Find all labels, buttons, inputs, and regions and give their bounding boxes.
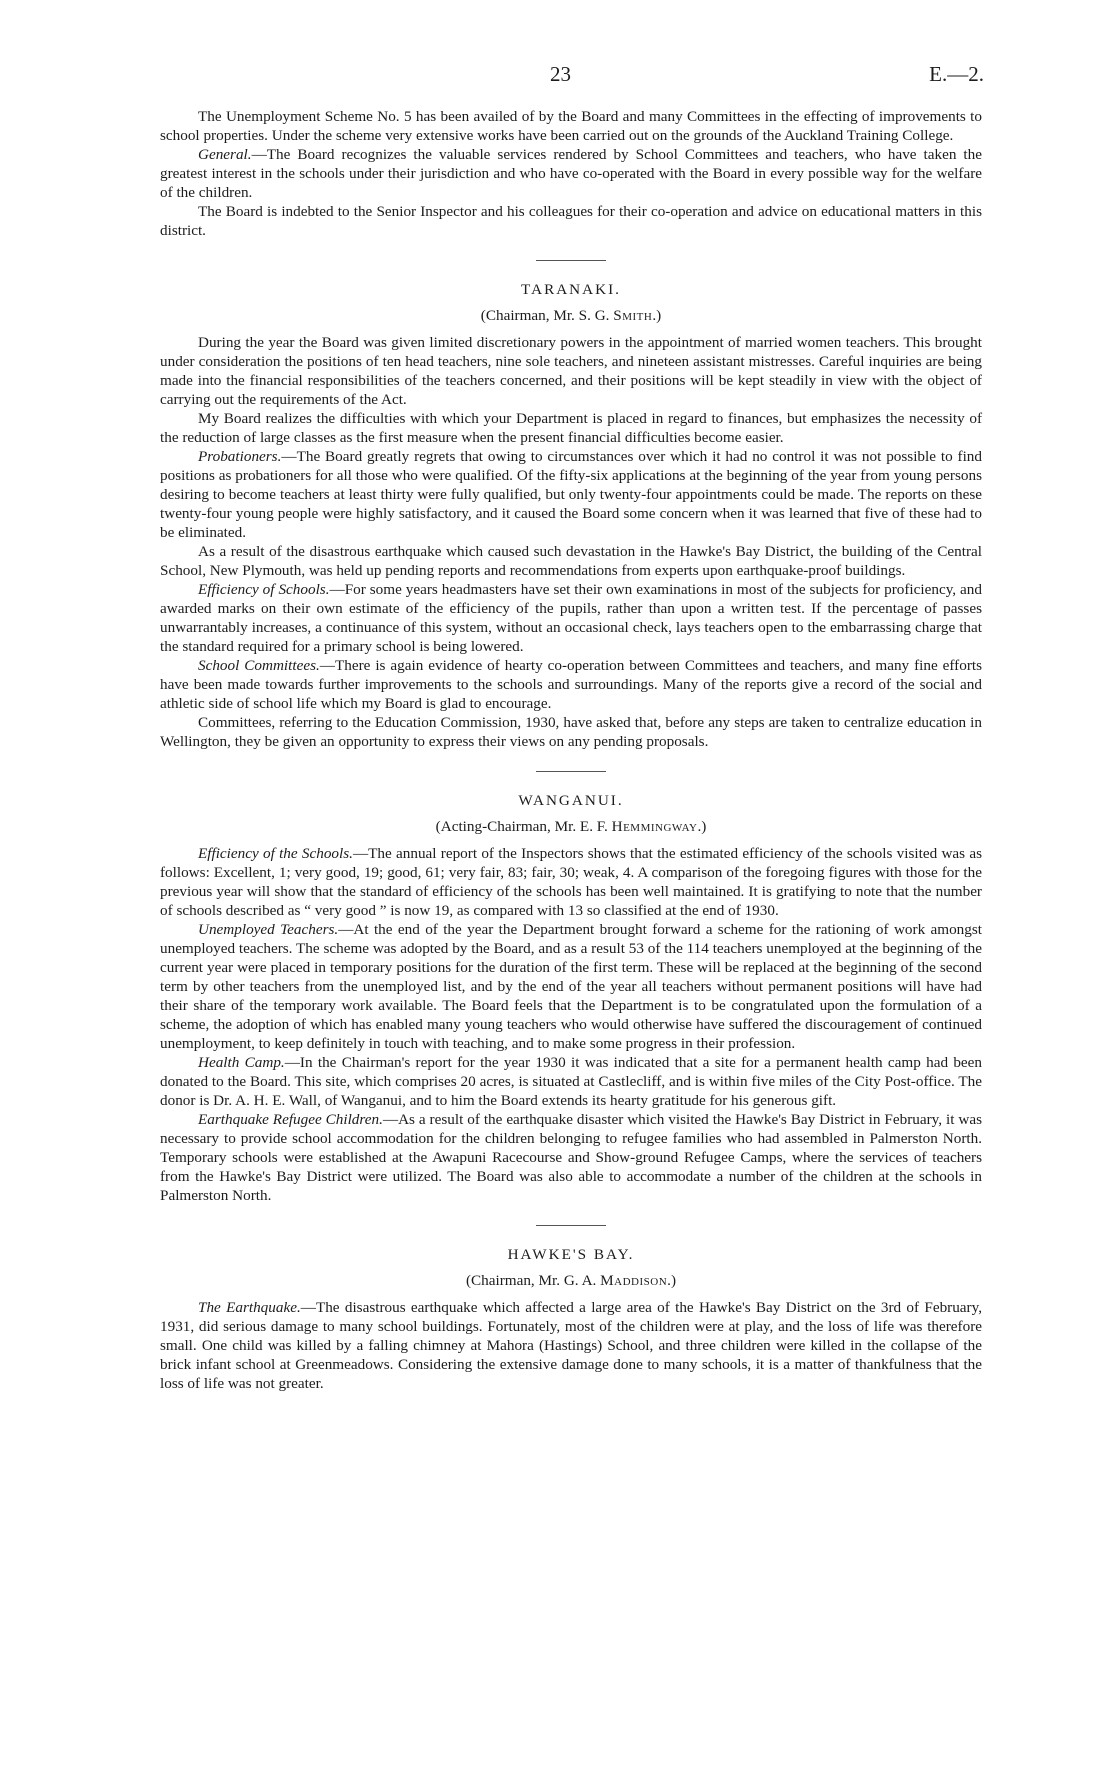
paragraph: The Board is indebted to the Senior Inspector and his colleagues for their co-operation and advice on educational matters in this district.: [160, 203, 982, 239]
paragraph: My Board realizes the difficulties with which your Department is placed in regard to finances, but emphasizes the necessity of the reduction of large classes as the first measure when the present financial difficulties become easier.: [160, 410, 982, 446]
intro-section: [160, 107, 982, 240]
paragraph: School Committees.—There is again evidence of hearty co-operation between Committees and teachers, and many fine efforts have been made towards further improvements to the schools and surroundings. Many of the reports give a record of the social and athletic side of school life which my Board is glad to encourage.: [160, 657, 983, 712]
section-divider: [536, 771, 606, 772]
paragraph: Probationers.—The Board greatly regrets that owing to circumstances over which it had no control it was not possible to find positions as probationers for all those who were qualified. Of the fifty-six applications at the beginning of the year from young persons desiring to become teachers at least thirty were fully qualified, but only twenty-four appointments could be made. The reports on these twenty-four young people were highly satisfactory, and it caused the Board some concern when it was learned that five of these had to be eliminated.: [160, 448, 982, 541]
section-title-hawkes-bay: HAWKE'S BAY.: [507, 1246, 635, 1263]
page-number: 23: [550, 62, 571, 86]
section-divider: [536, 1225, 606, 1226]
wanganui-section: [160, 790, 982, 1205]
hawkes-bay-section: [160, 1244, 982, 1393]
paragraph: During the year the Board was given limited discretionary powers in the appointment of married women teachers. This brought under consideration the positions of ten head teachers, nine sole teachers, and nineteen assistant mistresses. Careful inquiries are being made into the financial responsibilities of the teachers concerned, and their positions will be kept steadily in view with the object of carrying out the requirements of the Act.: [160, 334, 982, 408]
section-divider: [536, 260, 606, 261]
section-title-taranaki: TARANAKI.: [521, 281, 621, 298]
chairman-line: (Acting-Chairman, Mr. E. F. Hemmingway.): [435, 818, 707, 835]
paragraph: As a result of the disastrous earthquake which caused such devastation in the Hawke's Bay District, the building of the Central School, New Plymouth, was held up pending reports and recommendations from experts upon earthquake-proof buildings.: [160, 543, 982, 579]
paragraph: Earthquake Refugee Children.—As a result of the earthquake disaster which visited the Hawke's Bay District in February, it was necessary to provide school accommodation for the children belonging to refugee families who had assembled in Palmerston North. Temporary schools were established at the Awapuni Racecourse and Show-ground Refugee Camps, where the services of teachers from the Hawke's Bay District were utilized. The Board was also able to accommodate a number of the children at the schools in Palmerston North.: [160, 1111, 982, 1204]
chairman-line: (Chairman, Mr. S. G. Smith.): [480, 307, 662, 324]
section-title-wanganui: WANGANUI.: [518, 792, 624, 809]
taranaki-section: [160, 279, 982, 751]
paragraph: Efficiency of the Schools.—The annual report of the Inspectors shows that the estimated efficiency of the schools visited was as follows: Excellent, 1; very good, 19; good, 61; very fair, 83; fair, 30; weak, 4. A comparison of the foregoing figures with those for the previous year will show that the standard of efficiency of the schools has been well maintained. It is gratifying to note that the number of schools described as “ very good ” is now 19, as compared with 13 so classified at the end of 1930.: [160, 845, 983, 919]
document-reference: E.—2.: [929, 62, 984, 86]
paragraph: Committees, referring to the Education Commission, 1930, have asked that, before any steps are taken to centralize education in Wellington, they be given an opportunity to express their views on any pending proposals.: [160, 714, 982, 750]
chairman-line: (Chairman, Mr. G. A. Maddison.): [465, 1272, 677, 1289]
paragraph: Unemployed Teachers.—At the end of the year the Department brought forward a scheme for the rationing of work amongst unemployed teachers. The scheme was adopted by the Board, and as a result 53 of the 114 teachers unemployed at the beginning of the current year were placed in temporary positions for the duration of the first term. These will be replaced at the beginning of the second term by other teachers from the unemployed list, and by the end of the year all teachers without permanent positions will have had their share of the temporary work available. The Board feels that the Department is to be congratulated upon the formulation of a scheme, the adoption of which has enabled many young teachers who would otherwise have suffered the discouragement of continued unemployment, to keep definitely in touch with teaching, and to make some progress in their profession.: [160, 921, 982, 1052]
paragraph: The Unemployment Scheme No. 5 has been availed of by the Board and many Committees in the effecting of improvements to school properties. Under the scheme very extensive works have been carried out on the grounds of the Auckland Training College.: [160, 108, 982, 144]
paragraph: Efficiency of Schools.—For some years headmasters have set their own examinations in most of the subjects for proficiency, and awarded marks on their own estimate of the efficiency of the pupils, rather than upon a written test. If the percentage of passes unwarrantably increases, a continuance of this system, without an occasional check, lays teachers open to the embarrassing charge that the standard required for a primary school is being lowered.: [160, 581, 982, 655]
page-header: [0, 62, 1114, 90]
paragraph: Health Camp.—In the Chairman's report for the year 1930 it was indicated that a site for a permanent health camp had been donated to the Board. This site, which comprises 20 acres, is situated at Castlecliff, and is within five miles of the City Post-office. The donor is Dr. A. H. E. Wall, of Wanganui, and to him the Board extends its hearty gratitude for his generous gift.: [160, 1054, 982, 1109]
paragraph: General.—The Board recognizes the valuable services rendered by School Committees and teachers, who have taken the greatest interest in the schools under their jurisdiction and who have co-operated with the Board in every possible way for the welfare of the children.: [160, 146, 982, 201]
paragraph: The Earthquake.—The disastrous earthquake which affected a large area of the Hawke's Bay District on the 3rd of February, 1931, did serious damage to many school buildings. Fortunately, most of the children were at play, and the loss of life was therefore small. One child was killed by a falling chimney at Mahora (Hastings) School, and three children were killed in the collapse of the brick infant school at Greenmeadows. Considering the extensive damage done to many schools, it is a matter of thankfulness that the loss of life was not greater.: [160, 1299, 983, 1392]
page-body: [160, 107, 982, 1393]
